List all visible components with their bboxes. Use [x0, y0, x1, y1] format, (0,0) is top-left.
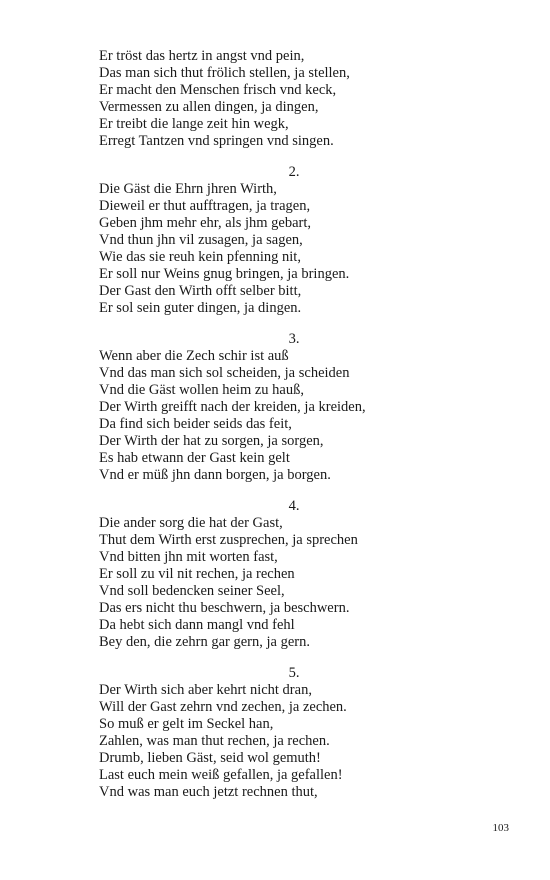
stanza-3	[99, 331, 459, 484]
verse-line: Dieweil er thut aufftragen, ja tragen,	[99, 198, 311, 214]
verse-line: Drumb, lieben Gäst, seid wol gemuth!	[99, 750, 321, 766]
verse-line: Will der Gast zehrn vnd zechen, ja zechen.	[99, 699, 347, 715]
verse-line: Vnd thun jhn vil zusagen, ja sagen,	[99, 232, 303, 248]
verse-line: Vnd was man euch jetzt rechnen thut,	[99, 784, 318, 800]
verse-line: Der Wirth der hat zu sorgen, ja sorgen,	[99, 433, 324, 449]
verse-line: Die Gäst die Ehrn jhren Wirth,	[99, 181, 277, 197]
verse-line: Das ers nicht thu beschwern, ja beschwern.	[99, 600, 350, 616]
verse-line: Zahlen, was man thut rechen, ja rechen.	[99, 733, 330, 749]
verse-line: Da find sich beider seids das feit,	[99, 416, 292, 432]
verse-line: Wie das sie reuh kein pfenning nit,	[99, 249, 301, 265]
verse-line: Vermessen zu allen dingen, ja dingen,	[99, 99, 319, 115]
stanza-number: 3.	[288, 331, 300, 347]
verse-line: Vnd er müß jhn dann borgen, ja borgen.	[99, 467, 331, 483]
verse-line: Er soll zu vil nit rechen, ja rechen	[99, 566, 295, 582]
stanza-1	[99, 48, 459, 150]
verse-line: Vnd das man sich sol scheiden, ja scheiden	[99, 365, 350, 381]
stanza-2	[99, 164, 459, 317]
stanza-4	[99, 498, 459, 651]
verse-line: Er sol sein guter dingen, ja dingen.	[99, 300, 302, 316]
verse-line: Er treibt die lange zeit hin wegk,	[99, 116, 289, 132]
verse-line: Da hebt sich dann mangl vnd fehl	[99, 617, 295, 633]
stanza-number: 2.	[288, 164, 300, 180]
verse-line: Vnd bitten jhn mit worten fast,	[99, 549, 278, 565]
verse-line: Der Wirth sich aber kehrt nicht dran,	[99, 682, 312, 698]
verse-line: Vnd die Gäst wollen heim zu hauß,	[99, 382, 304, 398]
stanza-number: 5.	[288, 665, 300, 681]
verse-line: Last euch mein weiß gefallen, ja gefallen!	[99, 767, 343, 783]
verse-line: Der Wirth greifft nach der kreiden, ja kreiden,	[99, 399, 366, 415]
verse-line: Bey den, die zehrn gar gern, ja gern.	[99, 634, 310, 650]
verse-line: Das man sich thut frölich stellen, ja stellen,	[99, 65, 350, 81]
verse-line: Es hab etwann der Gast kein gelt	[99, 450, 290, 466]
verse-line: Erregt Tantzen vnd springen vnd singen.	[99, 133, 334, 149]
verse-line: Geben jhm mehr ehr, als jhm gebart,	[99, 215, 312, 231]
verse-line: Er tröst das hertz in angst vnd pein,	[99, 48, 305, 64]
verse-line: Der Gast den Wirth offt selber bitt,	[99, 283, 302, 299]
verse-line: Vnd soll bedencken seiner Seel,	[99, 583, 285, 599]
page-number: 103	[492, 822, 509, 834]
verse-line: Die ander sorg die hat der Gast,	[99, 515, 283, 531]
verse-line: So muß er gelt im Seckel han,	[99, 716, 274, 732]
stanza-number: 4.	[288, 498, 300, 514]
poem-text	[99, 48, 459, 815]
verse-line: Thut dem Wirth erst zusprechen, ja sprechen	[99, 532, 358, 548]
verse-line: Wenn aber die Zech schir ist auß	[99, 348, 289, 364]
verse-line: Er macht den Menschen frisch vnd keck,	[99, 82, 337, 98]
verse-line: Er soll nur Weins gnug bringen, ja bringen.	[99, 266, 350, 282]
stanza-5	[99, 665, 459, 801]
